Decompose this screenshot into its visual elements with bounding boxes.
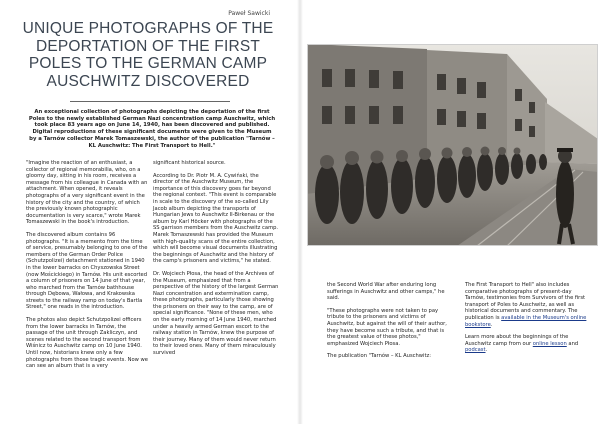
headline-divider [70,101,230,102]
paragraph: According to Dr. Piotr M. A. Cywiński, the director of the Auschwitz Museum, the importance of this discovery goes far beyond the regional context. "This event is comparable in scale to the discovery of the so-called Lily Jacob album depicting the transports of Hungarian Jews to Auschwitz II-Birkenau or the album by Karl Höcker with photographs of the SS garrison members from the Auschwitz camp. Marek Tomaszewski has provided the Museum with high-quality scans of the entire collection, which will become visual documents illustrating the beginnings of Auschwitz and the history of the camp's prisoners and victims," he stated. [153,172,279,265]
podcast-link[interactable]: podcast [465,347,486,354]
page-gutter [297,0,303,424]
text-column-4 [465,282,590,360]
paragraph: Dr. Wojciech Płosa, the head of the Archives of the Museum, emphasized that from a perspective of the history of the largest German Nazi concentration and extermination camp, these photographs, particularly those showing the prisoners on their way to the camp, are of special significance. "None of these men, who on the early morning of 14 June 1940, marched under a heavily armed German escort to the railway station in Tarnów, knew the purpose of their journey. Many of them would never return to their loved ones. Many of them miraculously survived [153,270,279,357]
paragraph: "These photographs were not taken to pay tribute to the prisoners and victims of Auschwitz, but against the will of their author, they have become such a tribute, and that is the greatest value of these photos," emphasized Wojciech Płosa. [327,307,447,347]
paragraph-text: . [485,347,488,354]
paragraph: The publication "Tarnów – KL Auschwitz: [327,353,431,360]
paragraph: The photos also depict Schutzpolizei officers from the lower barracks in Tarnów, the passage of the unit through Zakliczyn, and scenes related to the second transport from Wiśnicz to Auschwitz camp on 10 June 1940. Until now, historians knew only a few photographs from those tragic events. Now we can see an album that is a very [26,317,148,370]
paragraph-text: . [490,321,493,328]
paragraph: significant historical source. [153,160,226,166]
paragraph: "Imagine the reaction of an enthusiast, a collector of regional memorabilia, who, on a gloomy day, sitting in his room, receives a message from his colleague in Canada with an attachment. When opened, it reveals photographs of a very significant event in the history of the city and the country, of which the previously known photographic documentation is very scarce," wrote Marek Tomaszewski in the book's introduction. [26,160,148,226]
article-lead: An exceptional collection of photographs depicting the deportation of the first Poles to the newly established German Nazi concentration camp Auschwitz, which took place 83 years ago on June 14, 1940, has been discovered and published. Digital reproductions of these significant documents were given to the Museum by a Tarnów collector Marek Tomaszewski, the author of the publication "Tarnów – KL Auschwitz: The First Transport to Hell." [28,109,276,149]
paragraph-text: Learn more about the beginnings of the Auschwitz camp from our [465,334,569,347]
online-lesson-link[interactable]: online lesson [532,340,567,347]
text-column-1 [26,160,148,376]
deportation-photo [307,44,598,246]
paragraph: the Second World War after enduring long sufferings in Auschwitz and other camps," he said. [327,282,445,302]
historical-photo-icon [307,44,598,246]
paragraph-text: and [566,340,579,347]
paragraph [465,334,590,354]
text-column-3 [327,282,452,366]
bookstore-link[interactable]: available in the Museum's online bookstore [465,314,587,328]
paragraph-text: The First Transport to Hell" also includes comparative photographs of present-day Tarnów, testimonies from Survivors of the first transport of Poles to Auschwitz, as well as historical documents and commentary. The publication is [465,282,586,321]
paragraph: The discovered album contains 96 photographs. "It is a memento from the time of service, presumably belonging to one of the members of the German Order Police (Schutzpolizei) detachment stationed in 1940 in the lower barracks on Chyszowska Street (now Mościckiego) in Tarnów. His unit escorted a column of prisoners on 14 June of that year, who marched from the Tarnów bathhouse through Dębowa, Wałowa, and Krakowska streets to the railway ramp on today's Bartla Street," one reads in the introduction. [26,231,148,311]
article-headline: UNIQUE PHOTOGRAPHS OF THE DEPORTATION OF THE FIRST POLES TO THE GERMAN CAMP AUSCHWITZ DISCOVERED [22,20,274,90]
text-column-2 [153,160,280,363]
author-name: Paweł Sawicki [228,10,270,17]
paragraph [465,282,590,328]
